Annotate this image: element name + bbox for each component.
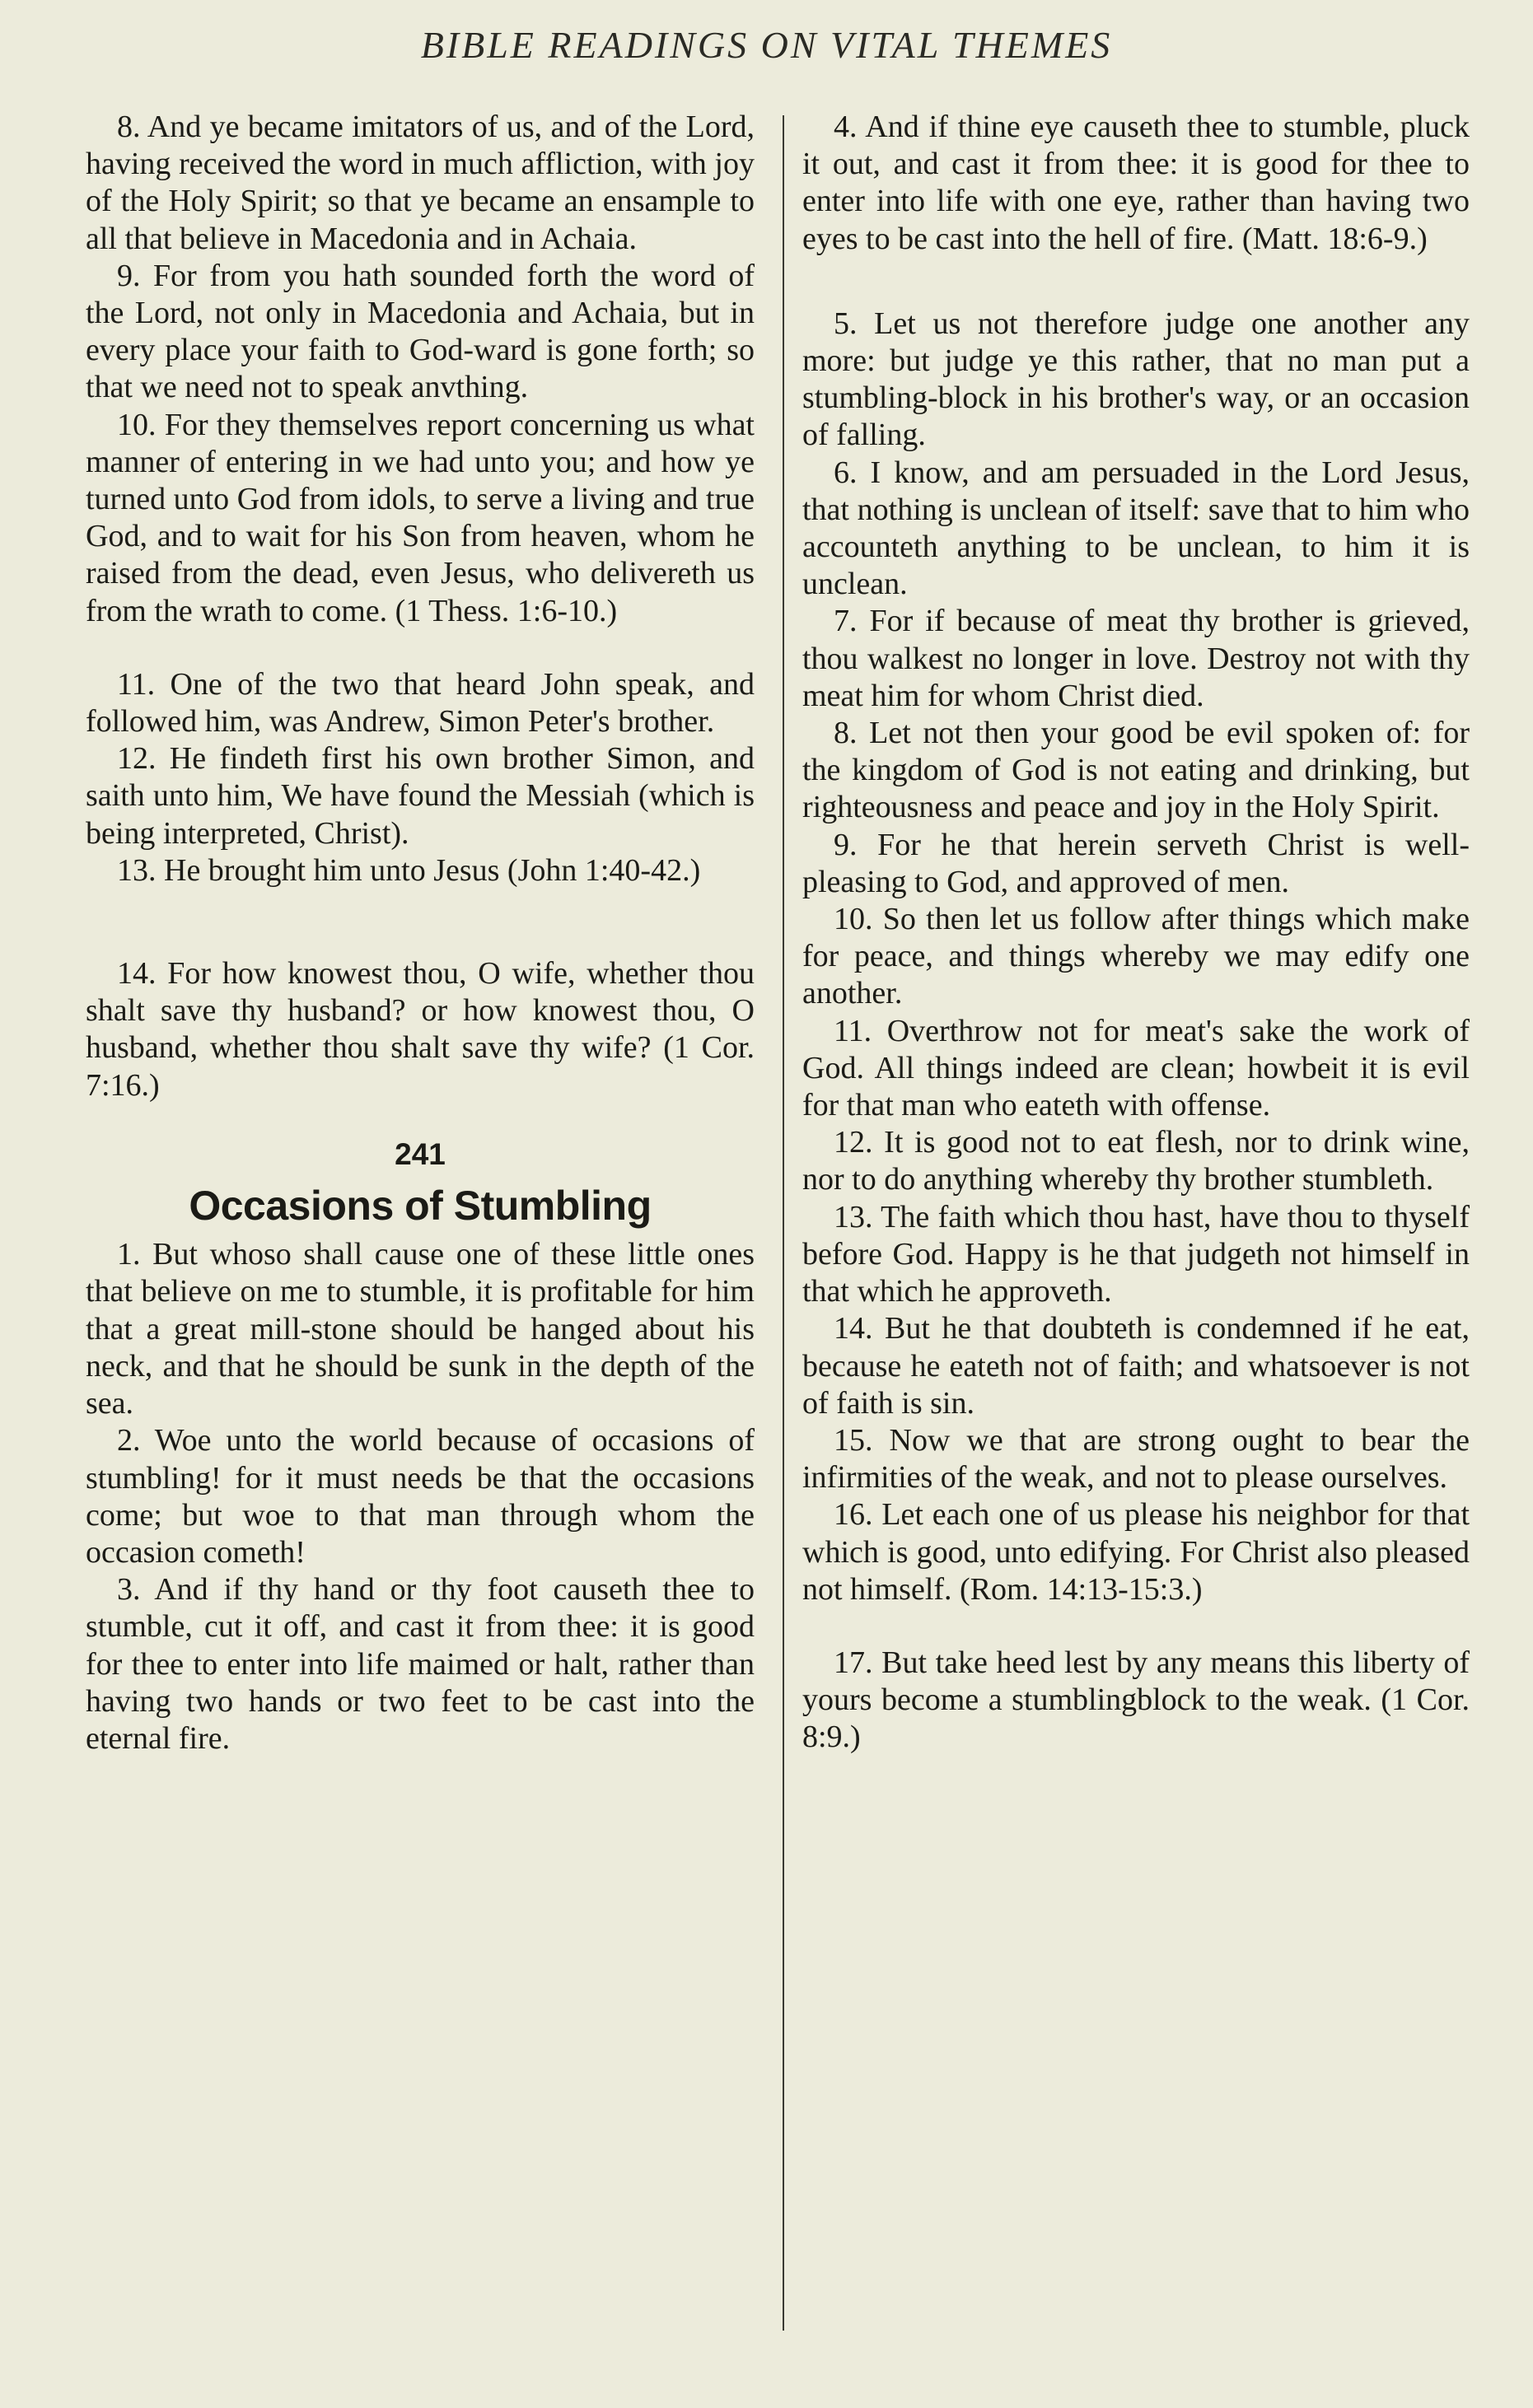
verse: 16. Let each one of us please his neighbor for that which is good, unto edifying. For Christ also pleased not himself. (Rom. 14:13-15:3.) [802, 1497, 1470, 1607]
verse-group [802, 306, 1470, 1608]
verse: 7. For if because of meat thy brother is grieved, thou walkest no longer in love. Destroy not with thy meat him for whom Christ died. [802, 604, 1470, 713]
verse-group [802, 1645, 1470, 1757]
reading-title: Occasions of Stumbling [189, 1183, 652, 1230]
verse: 15. Now we that are strong ought to bear the infirmities of the weak, and not to please ourselves. [802, 1422, 1470, 1496]
column-divider [783, 115, 784, 2331]
verse: 5. Let us not therefore judge one another any more: but judge ye this rather, that no man put a stumbling-block in his brother's way, or an occasion of falling. [802, 306, 1470, 453]
verse: 17. But take heed lest by any means this liberty of yours become a stumblingblock to the weak. (1 Cor. 8:9.) [802, 1645, 1470, 1755]
verse: 12. It is good not to eat flesh, nor to drink wine, nor to do anything whereby thy brother stumbleth. [802, 1125, 1470, 1197]
verse: 10. So then let us follow after things which make for peace, and things whereby we may edify one another. [802, 902, 1470, 1011]
verse-group [802, 109, 1470, 258]
verse: 10. For they themselves report concerning us what manner of entering in we had unto you; and how ye turned unto God from idols, to serve a living and true God, and to wait for his Son from heaven, whom he raised from the dead, even Jesus, who delivereth us from the wrath to come. (1 Thess. 1:6-10.) [86, 407, 755, 628]
verse: 11. Overthrow not for meat's sake the work of God. All things indeed are clean; howbeit it is evil for that man who eateth with offense. [802, 1013, 1470, 1123]
verse: 13. The faith which thou hast, have thou to thyself before God. Happy is he that judgeth not himself in that which he approveth. [802, 1199, 1470, 1309]
verse: 9. For he that herein serveth Christ is well-pleasing to God, and approved of men. [802, 827, 1470, 899]
right-column [802, 109, 1470, 1757]
running-header: BIBLE READINGS ON VITAL THEMES [420, 24, 1113, 66]
verse: 8. And ye became imitators of us, and of the Lord, having received the word in much affliction, with joy of the Holy Spirit; so that ye became an ensample to all that believe in Macedonia and in Achaia. [86, 110, 755, 256]
verse: 14. But he that doubteth is condemned if he eat, because he eateth not of faith; and whatsoever is not of faith is sin. [802, 1311, 1470, 1421]
group-spacer [802, 258, 1470, 306]
verse: 12. He findeth first his own brother Simon, and saith unto him, We have found the Messiah (which is being interpreted, Christ). [86, 741, 755, 851]
verse-group [86, 1236, 755, 1757]
left-column [86, 109, 755, 1757]
group-spacer [86, 889, 755, 955]
group-spacer [86, 630, 755, 666]
reading-number: 241 [395, 1136, 446, 1171]
verse: 9. For from you hath sounded forth the word of the Lord, not only in Macedonia and Achaia, but in every place your faith to God-ward is gone forth; so that we need not to speak anvthing. [86, 258, 755, 405]
group-spacer [802, 1608, 1470, 1645]
verse: 13. He brought him unto Jesus (John 1:40-42.) [117, 852, 701, 888]
verse: 11. One of the two that heard John speak, and followed him, was Andrew, Simon Peter's brother. [86, 666, 755, 740]
verse: 3. And if thy hand or thy foot causeth thee to stumble, cut it off, and cast it from thee: it is good for thee to enter into life maimed or halt, rather than having two hands or two feet to be cast into the eternal fire. [86, 1572, 755, 1756]
verse: 1. But whoso shall cause one of these little ones that believe on me to stumble, it is profitable for him that a great mill-stone should be hanged about his neck, and that he should be sunk in the depth of the sea. [86, 1237, 755, 1421]
verse: 6. I know, and am persuaded in the Lord Jesus, that nothing is unclean of itself: save that to him who accounteth anything to be unclean, to him it is unclean. [802, 455, 1470, 602]
verse-group [86, 666, 755, 889]
verse: 8. Let not then your good be evil spoken of: for the kingdom of God is not eating and drinking, but righteousness and peace and joy in the Holy Spirit. [802, 716, 1470, 825]
verse: 14. For how knowest thou, O wife, whether thou shalt save thy husband? or how knowest thou, O husband, whether thou shalt save thy wife? (1 Cor. 7:16.) [86, 956, 755, 1103]
verse-group [86, 109, 755, 630]
verse-group [86, 955, 755, 1104]
verse: 4. And if thine eye causeth thee to stumble, pluck it out, and cast it from thee: it is good for thee to enter into life with one eye, rather than having two eyes to be cast into the hell of fire. (Matt. 18:6-9.) [802, 110, 1470, 256]
verse: 2. Woe unto the world because of occasions of stumbling! for it must needs be that the occasions come; but woe to that man through whom the occasion cometh! [86, 1423, 755, 1570]
